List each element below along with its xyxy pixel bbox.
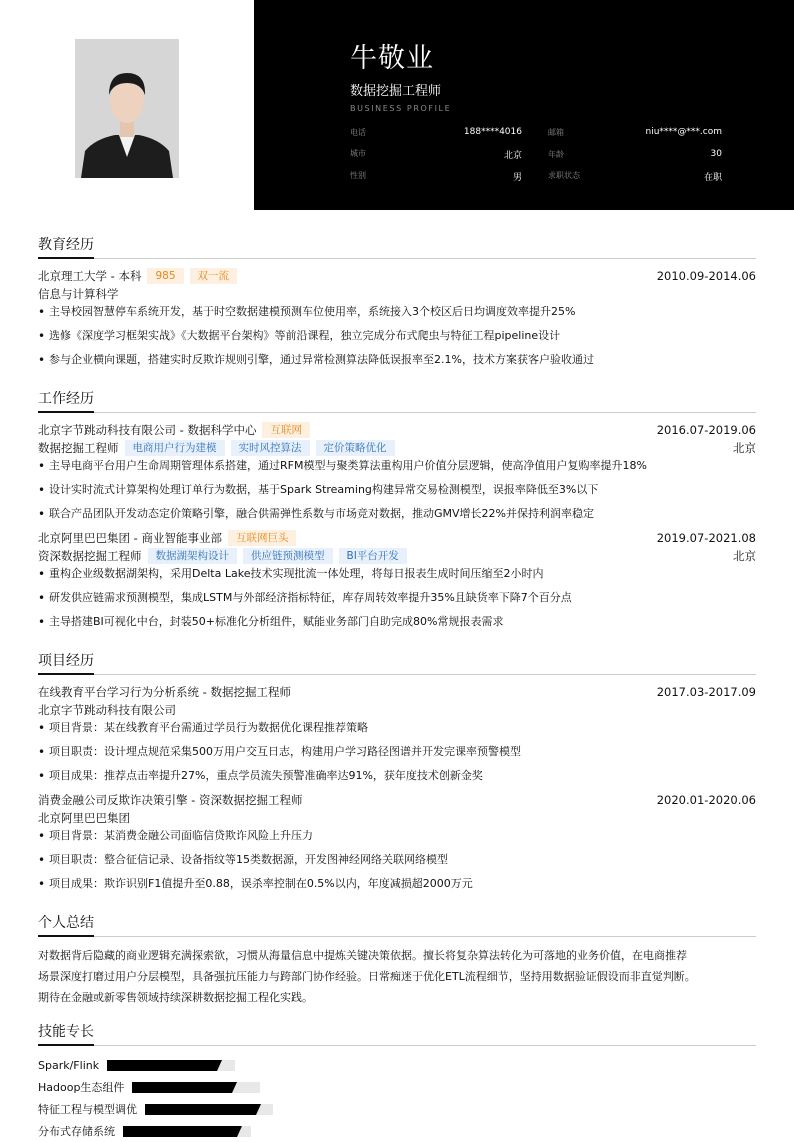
summary-section: [38, 912, 756, 1008]
project-org: 北京阿里巴巴集团: [38, 811, 130, 825]
school-name: 北京理工大学 - 本科: [38, 269, 142, 283]
summary-line: 对数据背后隐藏的商业逻辑充满探索欲，习惯从海量信息中提炼关键决策依据。擅长将复杂算法转化为可落地的业务价值，在电商推荐: [38, 949, 687, 962]
skill-tag: 实时风控算法: [231, 440, 310, 456]
info-label: 电话: [350, 127, 366, 137]
skills-section: [38, 1021, 756, 1142]
list-item: • 项目成果：欺诈识别F1值提升至0.88，误杀率控制在0.5%以内，年度减损超2000万元: [38, 875, 756, 899]
project-header: [38, 683, 756, 701]
list-item: • 项目背景：某在线教育平台需通过学员行为数据优化课程推荐策略: [38, 719, 756, 743]
project-date: 2017.03-2017.09: [656, 685, 756, 699]
section-title: 个人总结: [38, 912, 756, 937]
company-name: 北京字节跳动科技有限公司 - 数据科学中心: [38, 423, 257, 437]
skill-bar: [132, 1082, 260, 1093]
list-item: • 主导电商平台用户生命周期管理体系搭建，通过RFM模型与聚类算法重构用户价值分层逻辑，使高净值用户复购率提升18%: [38, 457, 756, 481]
project-bullets: [38, 827, 756, 899]
project-org: 北京字节跳动科技有限公司: [38, 703, 176, 717]
major: 信息与计算科学: [38, 287, 119, 301]
info-value: 北京: [503, 150, 522, 161]
info-label: 性别: [350, 170, 366, 180]
work-section: [38, 388, 756, 637]
info-value: niu****@***.com: [645, 126, 722, 137]
skill-item: [38, 1098, 398, 1120]
list-item: • 参与企业横向课题，搭建实时反欺诈规则引擎，通过异常检测算法降低误报率至2.1%，技术方案获客户验收通过: [38, 351, 756, 375]
skill-bar: [145, 1104, 273, 1115]
candidate-name: 牛敬业: [350, 43, 434, 74]
info-value: 男: [512, 172, 522, 183]
skill-name: 分布式存储系统: [38, 1125, 115, 1138]
skill-tag: BI平台开发: [339, 548, 407, 564]
job-header: [38, 421, 756, 439]
project-bullets: [38, 719, 756, 791]
school-badge: 双一流: [190, 268, 238, 284]
list-item: • 设计实时流式计算架构处理订单行为数据，基于Spark Streaming构建异常交易检测模型，误报率降低至3%以下: [38, 481, 756, 505]
list-item: • 研发供应链需求预测模型，集成LSTM与外部经济指标特征，库存周转效率提升35%且缺货率下降7个百分点: [38, 589, 756, 613]
skill-tag: 定价策略优化: [316, 440, 395, 456]
skill-tag: 供应链预测模型: [243, 548, 333, 564]
section-title: 技能专长: [38, 1021, 756, 1046]
info-row: [350, 165, 722, 187]
section-title: 工作经历: [38, 388, 756, 413]
skill-name: 特征工程与模型调优: [38, 1103, 137, 1116]
company-name: 北京阿里巴巴集团 - 商业智能事业部: [38, 531, 222, 545]
skill-tag: 电商用户行为建模: [125, 440, 225, 456]
education-header: [38, 267, 756, 285]
list-item: • 选修《深度学习框架实战》《大数据平台架构》等前沿课程，独立完成分布式爬虫与特征工程pipeline设计: [38, 327, 756, 351]
skill-item: [38, 1120, 398, 1142]
list-item: • 项目职责：整合征信记录、设备指纹等15类数据源，开发图神经网络关联网络模型: [38, 851, 756, 875]
info-label: 年龄: [548, 149, 564, 159]
job-position-row: [38, 547, 756, 565]
skill-bar: [123, 1126, 251, 1137]
skill-item: [38, 1076, 398, 1098]
summary-text: [38, 945, 756, 1008]
job-city: 北京: [733, 549, 756, 563]
list-item: • 项目成果：推荐点击率提升27%，重点学员流失预警准确率达91%，获年度技术创新金奖: [38, 767, 756, 791]
project-name: 在线教育平台学习行为分析系统 - 数据挖掘工程师: [38, 685, 291, 699]
skill-item: [38, 1054, 398, 1076]
candidate-title: 数据挖掘工程师: [350, 84, 442, 99]
info-label: 城市: [350, 148, 366, 158]
job-bullets: [38, 457, 756, 529]
job-city: 北京: [733, 441, 756, 455]
list-item: • 项目背景：某消费金融公司面临信贷欺诈风险上升压力: [38, 827, 756, 851]
info-value: 188****4016: [463, 126, 522, 137]
summary-line: 场景深度打磨过用户分层模型，具备强抗压能力与跨部门协作经验。日常痴迷于优化ETL流程细节，坚持用数据验证假设而非直觉判断。: [38, 970, 696, 983]
project-header: [38, 791, 756, 809]
company-badge: 互联网: [262, 422, 310, 438]
list-item: • 主导校园智慧停车系统开发，基于时空数据建模预测车位使用率，系统接入3个校区后日均调度效率提升25%: [38, 303, 756, 327]
contact-info: [350, 121, 722, 187]
section-title: 项目经历: [38, 650, 756, 675]
company-badge: 互联网巨头: [228, 530, 297, 546]
job-position: 数据挖掘工程师: [38, 441, 119, 455]
education-date: 2010.09-2014.06: [656, 269, 756, 283]
profile-photo: [75, 39, 179, 178]
summary-line: 期待在金融或新零售领域持续深耕数据挖掘工程化实践。: [38, 991, 313, 1004]
skill-tag: 数据湖架构设计: [148, 548, 238, 564]
skill-fill: [123, 1126, 237, 1137]
info-value: 在职: [703, 172, 722, 183]
education-bullets: [38, 303, 756, 375]
project-name: 消费金融公司反欺诈决策引擎 - 资深数据挖掘工程师: [38, 793, 303, 807]
job-date: 2016.07-2019.06: [656, 423, 756, 437]
info-row: [350, 143, 722, 165]
section-title: 教育经历: [38, 234, 756, 259]
skill-bar: [107, 1060, 235, 1071]
education-section: [38, 234, 756, 375]
school-badge: 985: [147, 268, 183, 284]
info-value: 30: [710, 148, 722, 159]
skills-grid: [38, 1054, 756, 1142]
job-position: 资深数据挖掘工程师: [38, 549, 142, 563]
skill-fill: [107, 1060, 217, 1071]
list-item: • 联合产品团队开发动态定价策略引擎，融合供需弹性系数与市场竞对数据，推动GMV增长22%并保持利润率稳定: [38, 505, 756, 529]
list-item: • 项目职责：设计埋点规范采集500万用户交互日志，构建用户学习路径图谱并开发完课率预警模型: [38, 743, 756, 767]
job-position-row: [38, 439, 756, 457]
skill-fill: [132, 1082, 232, 1093]
projects-section: [38, 650, 756, 899]
job-date: 2019.07-2021.08: [656, 531, 756, 545]
project-date: 2020.01-2020.06: [656, 793, 756, 807]
list-item: • 主导搭建BI可视化中台，封装50+标准化分析组件，赋能业务部门自助完成80%常规报表需求: [38, 613, 756, 637]
info-label: 求职状态: [548, 170, 580, 180]
list-item: • 重构企业级数据湖架构，采用Delta Lake技术实现批流一体处理，将每日报表生成时间压缩至2小时内: [38, 565, 756, 589]
skill-name: Spark/Flink: [38, 1058, 100, 1072]
skill-name: Hadoop生态组件: [38, 1081, 125, 1094]
skill-fill: [145, 1104, 256, 1115]
profile-tagline: BUSINESS PROFILE: [350, 104, 452, 113]
job-bullets: [38, 565, 756, 637]
job-header: [38, 529, 756, 547]
info-row: [350, 121, 722, 143]
info-label: 邮箱: [548, 127, 564, 137]
